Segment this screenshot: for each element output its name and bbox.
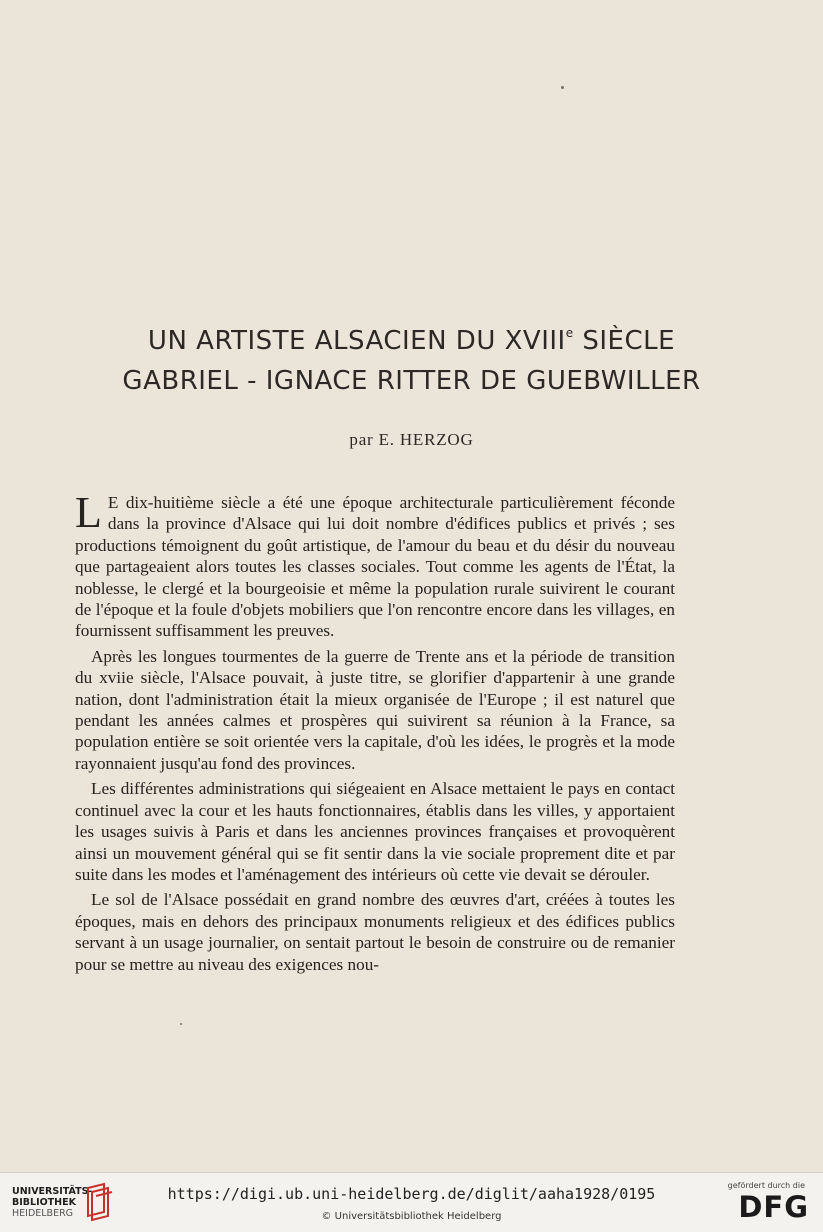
library-name-line-1: UNIVERSITÄTS- — [12, 1186, 93, 1197]
article-title-line-1 — [0, 326, 823, 356]
paragraph-3: Les différentes administrations qui siégeaient en Alsace mettaient le pays en contact continuel avec la cour et les hauts fonctionnaires, établis dans les villes, y apportaient les usages suivis à Paris et dans les anciennes provinces françaises et provoquèrent ainsi un mouvement général qui se fit sentir dans la vie sociale proprement dite et par suite dans les modes et l'aménagement des intérieurs où cette vie devait se dérouler. — [75, 779, 675, 884]
article-body — [75, 488, 675, 975]
author-byline: par E. HERZOG — [349, 430, 474, 449]
copyright-notice: © Universitätsbibliothek Heidelberg — [321, 1211, 502, 1222]
paragraph-2: Après les longues tourmentes de la guerre de Trente ans et la période de transition du xviie siècle, l'Alsace pouvait, à juste titre, se glorifier d'appartenir à une grande nation, dont l'administration était la mieux organisée de l'Europe ; il est naturel que pendant les années calmes et prospères qui suivirent sa réunion à la France, sa population entière se soit orientée vers la capitale, d'où les idées, le progrès et la mode rayonnaient jusqu'au fond des provinces. — [75, 646, 675, 773]
dfg-logo[interactable]: DFG — [738, 1190, 809, 1224]
article-title-line-2: GABRIEL - IGNACE RITTER DE GUEBWILLER — [122, 366, 701, 396]
paragraph-1 — [75, 488, 675, 642]
drop-cap: L — [75, 488, 102, 537]
library-name-line-2: BIBLIOTHEK — [12, 1197, 76, 1208]
paragraph-4: Le sol de l'Alsace possédait en grand nombre des œuvres d'art, créées à toutes les époques, mais en dehors des principaux monuments religieux et des édifices publics servant à un usage journalier, on sentait partout le besoin de construire ou de remanier pour se mettre au niveau des exigences nou- — [75, 890, 675, 974]
funding-label: gefördert durch die — [727, 1181, 805, 1190]
title-superscript: e — [565, 326, 574, 340]
title-main-text: UN ARTISTE ALSACIEN DU XVIII — [147, 326, 566, 356]
viewer-footer — [0, 1172, 823, 1232]
paragraph-1-text: E dix-huitième siècle a été une époque architecturale particulièrement féconde dans la province d'Alsace qui lui doit nombre d'édifices publics et privés ; ses productions témoignent du goût artistique, de l'amour du beau et du désir du nouveau que partageaient alors toutes les classes sociales. Tout comme les agents de l'État, la noblesse, le clergé et la bourgeoisie et même la population rurale suivirent le courant de l'époque et la foule d'objets mobiliers que l'on rencontre encore dans les villages, en fournissent suffisamment les preuves. — [75, 493, 675, 641]
paper-speck — [561, 86, 564, 89]
title-end-text: SIÈCLE — [573, 326, 676, 356]
paper-speck — [180, 1023, 182, 1025]
library-name-line-3: HEIDELBERG — [12, 1208, 74, 1219]
permalink-url[interactable]: https://digi.ub.uni-heidelberg.de/diglit/aaha1928/0195 — [167, 1185, 656, 1203]
